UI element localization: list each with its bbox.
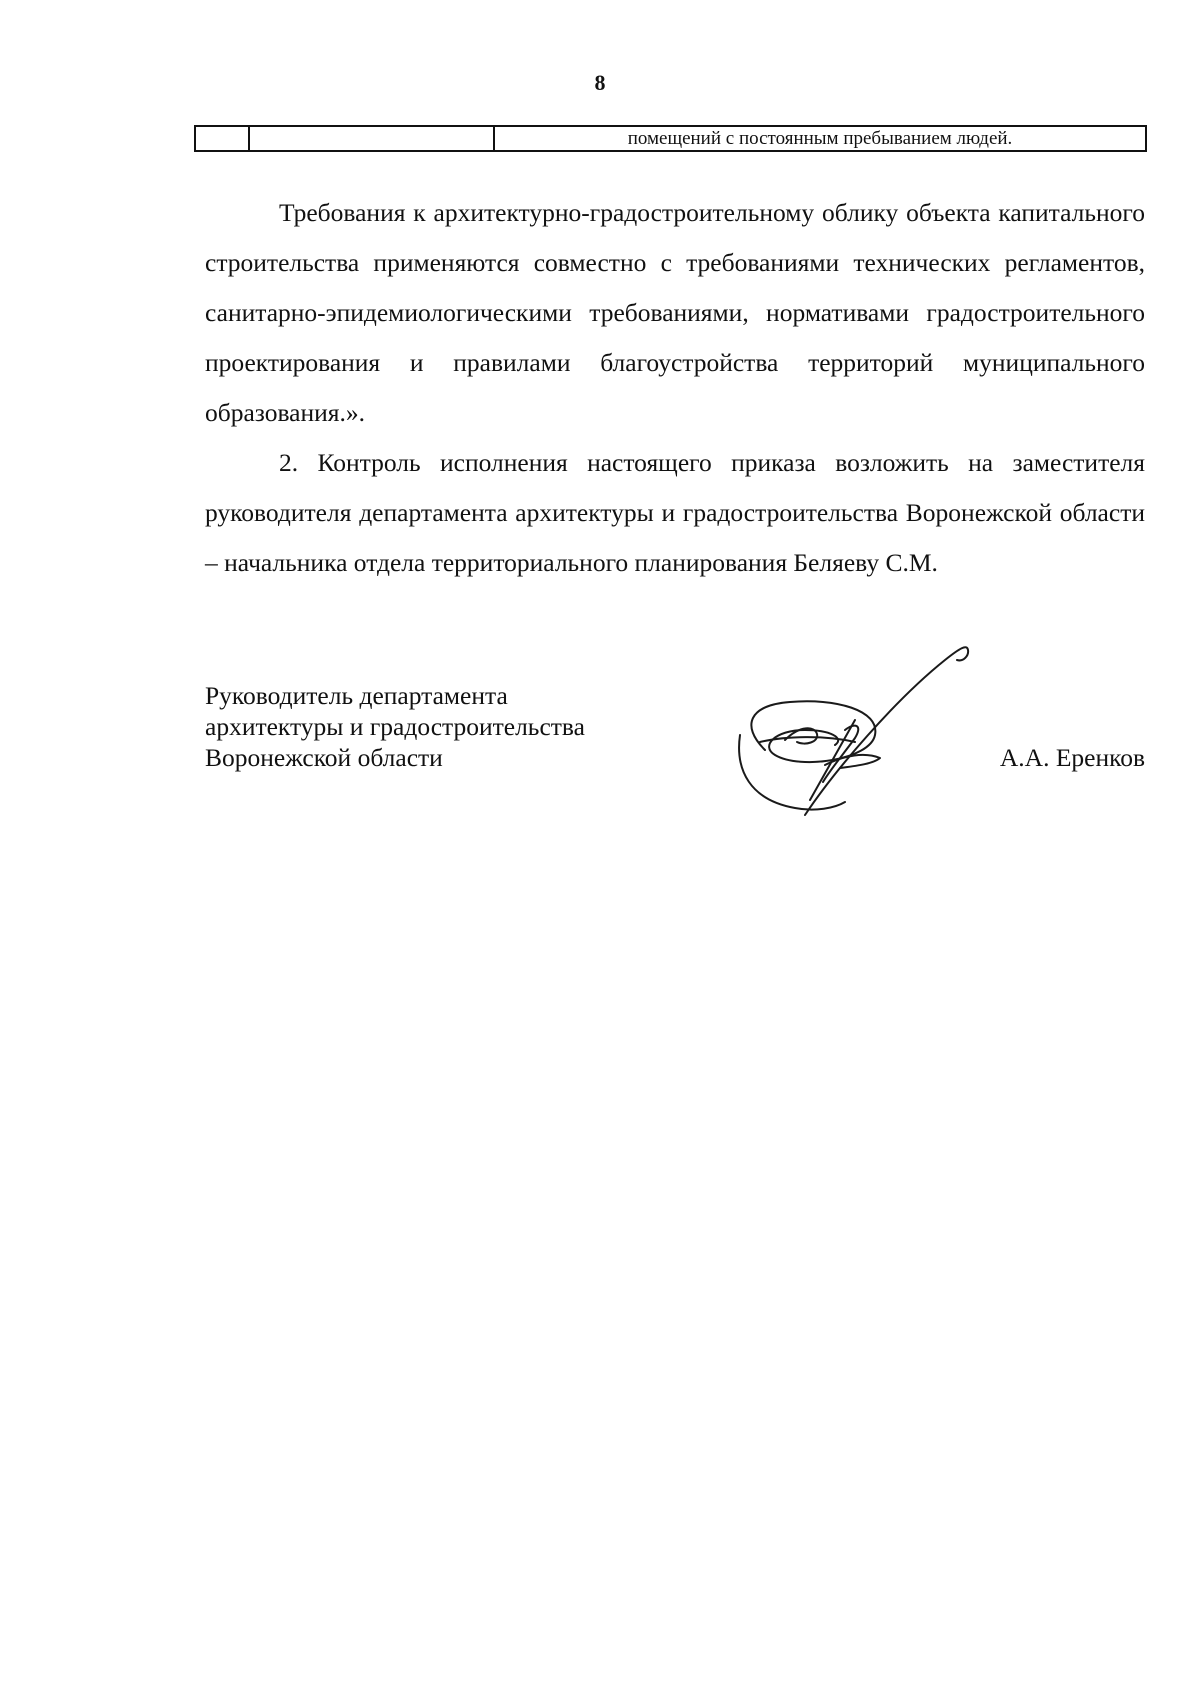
page-number: 8	[594, 70, 606, 95]
signer-position	[205, 680, 585, 773]
table-cell-number	[196, 127, 250, 150]
document-body	[205, 188, 1145, 588]
signature-block	[205, 680, 1145, 840]
signer-name: А.А. Еренков	[999, 743, 1145, 772]
paragraph-requirements: Требования к архитектурно-градостроительному облику объекта капитального строительства применяются совместно с требованиями технических регламентов, санитарно-эпидемиологическими требованиями, нормативами градостроительного проектирования и правилами благоустройства территорий муниципального образования.».	[205, 198, 1145, 427]
handwritten-signature	[705, 630, 1025, 840]
signer-position-line: Руководитель департамента	[205, 681, 508, 710]
signer-position-line: архитектуры и градостроительства	[205, 712, 585, 741]
paragraph-control: 2. Контроль исполнения настоящего приказа возложить на заместителя руководителя департамента архитектуры и градостроительства Воронежской области – начальника отдела территориального планирования Беляеву С.М.	[205, 448, 1145, 577]
table-cell-requirement: помещений с постоянным пребыванием людей.	[627, 128, 1013, 149]
table-cell-parameter	[250, 127, 495, 150]
table-continuation-row	[194, 125, 1147, 152]
signer-position-line: Воронежской области	[205, 743, 443, 772]
